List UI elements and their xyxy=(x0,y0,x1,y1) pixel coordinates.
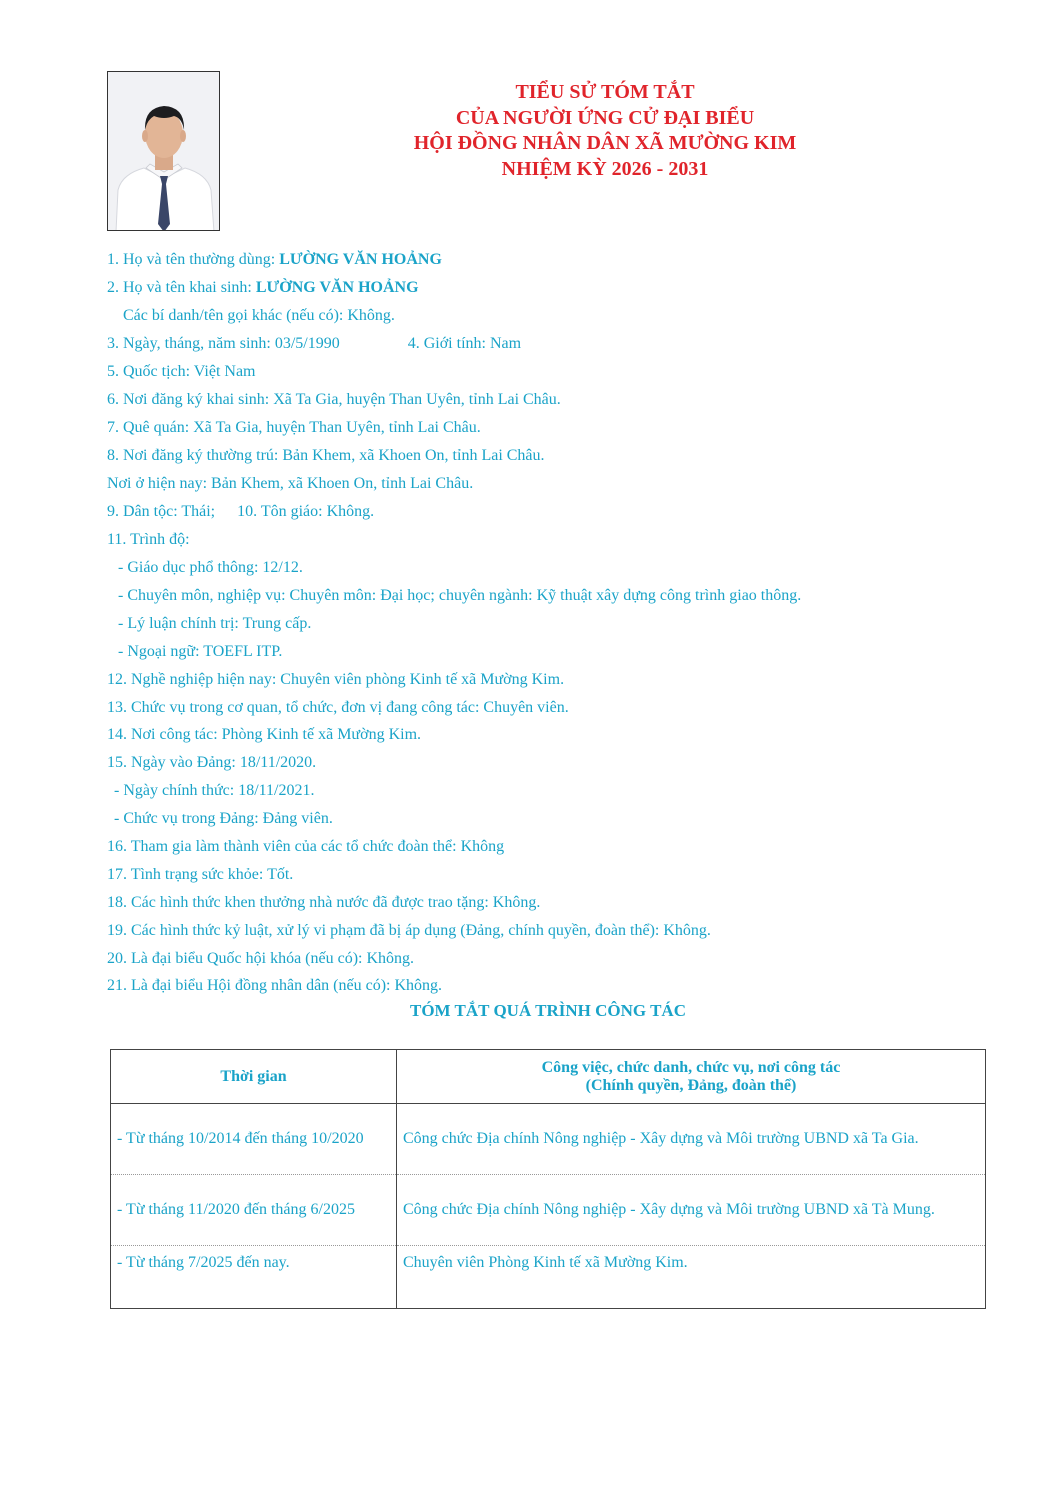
row-time: - Từ tháng 7/2025 đến nay. xyxy=(111,1246,397,1309)
field-party-official: - Ngày chính thức: 18/11/2021. xyxy=(114,782,315,799)
row-time: - Từ tháng 10/2014 đến tháng 10/2020 xyxy=(111,1104,397,1175)
table-row xyxy=(111,1246,986,1309)
field-peoples-council: 21. Là đại biểu Hội đồng nhân dân (nếu có): Không. xyxy=(107,977,443,994)
field-common-name xyxy=(107,251,442,269)
header-role-line-2: (Chính quyền, Đảng, đoàn thể) xyxy=(585,1076,797,1094)
row-role: Công chức Địa chính Nông nghiệp - Xây dựng và Môi trường UBND xã Ta Gia. xyxy=(397,1104,986,1175)
field-occupation: 12. Nghề nghiệp hiện nay: Chuyên viên phòng Kinh tế xã Mường Kim. xyxy=(107,671,565,688)
row-role: Chuyên viên Phòng Kinh tế xã Mường Kim. xyxy=(397,1246,986,1309)
field-birth-name-value: LƯỜNG VĂN HOẢNG xyxy=(255,279,419,296)
row-time: - Từ tháng 11/2020 đến tháng 6/2025 xyxy=(111,1175,397,1246)
field-awards: 18. Các hình thức khen thưởng nhà nước đã được trao tặng: Không. xyxy=(107,894,541,911)
field-position: 13. Chức vụ trong cơ quan, tổ chức, đơn vị đang công tác: Chuyên viên. xyxy=(107,699,569,716)
field-alias: Các bí danh/tên gọi khác (nếu có): Không. xyxy=(123,307,395,324)
field-gender: 4. Giới tính: Nam xyxy=(407,335,522,352)
field-political-theory: - Lý luận chính trị: Trung cấp. xyxy=(118,615,312,632)
field-permanent-residence: 8. Nơi đăng ký thường trú: Bản Khem, xã Khoen On, tỉnh Lai Châu. xyxy=(107,447,545,464)
field-hometown: 7. Quê quán: Xã Ta Gia, huyện Than Uyên, tỉnh Lai Châu. xyxy=(107,419,481,436)
table-header-row xyxy=(111,1050,986,1104)
field-birth-registration: 6. Nơi đăng ký khai sinh: Xã Ta Gia, huyện Than Uyên, tỉnh Lai Châu. xyxy=(107,391,561,408)
field-common-name-value: LƯỜNG VĂN HOẢNG xyxy=(279,251,442,268)
work-history-table xyxy=(110,1049,986,1309)
table-row xyxy=(111,1175,986,1246)
field-foreign-language: - Ngoại ngữ: TOEFL ITP. xyxy=(118,643,283,660)
field-workplace: 14. Nơi công tác: Phòng Kinh tế xã Mường Kim. xyxy=(107,726,422,743)
field-current-residence: Nơi ở hiện nay: Bản Khem, xã Khoen On, tỉnh Lai Châu. xyxy=(107,475,474,492)
work-history-title: TÓM TẮT QUÁ TRÌNH CÔNG TÁC xyxy=(410,1001,686,1020)
candidate-photo xyxy=(107,71,220,231)
portrait-image xyxy=(108,72,220,231)
field-general-education: - Giáo dục phổ thông: 12/12. xyxy=(118,559,303,576)
field-organizations: 16. Tham gia làm thành viên của các tổ chức đoàn thể: Không xyxy=(107,838,505,855)
title-line-2: CỦA NGƯỜI ỨNG CỬ ĐẠI BIỂU xyxy=(455,106,755,129)
field-common-name-label: 1. Họ và tên thường dùng: xyxy=(107,251,280,268)
document-title xyxy=(340,80,870,182)
field-education-heading: 11. Trình độ: xyxy=(107,531,190,548)
header-role-line-1: Công việc, chức danh, chức vụ, nơi công tác xyxy=(541,1058,841,1076)
title-line-4: NHIỆM KỲ 2026 - 2031 xyxy=(501,157,709,180)
field-birth-name xyxy=(107,279,419,297)
field-ethnicity: 9. Dân tộc: Thái; xyxy=(107,503,216,520)
field-professional: - Chuyên môn, nghiệp vụ: Chuyên môn: Đại học; chuyên ngành: Kỹ thuật xây dựng công trình giao thông. xyxy=(118,587,802,604)
field-birth-name-label: 2. Họ và tên khai sinh: xyxy=(107,279,256,296)
field-national-assembly: 20. Là đại biểu Quốc hội khóa (nếu có): Không. xyxy=(107,950,415,967)
field-health: 17. Tình trạng sức khỏe: Tốt. xyxy=(107,866,294,883)
field-ethnicity-religion xyxy=(107,503,374,521)
field-dob: 3. Ngày, tháng, năm sinh: 03/5/1990 xyxy=(107,335,340,352)
title-line-3: HỘI ĐỒNG NHÂN DÂN XÃ MƯỜNG KIM xyxy=(413,132,797,154)
field-party-join: 15. Ngày vào Đảng: 18/11/2020. xyxy=(107,754,317,771)
header-time: Thời gian xyxy=(111,1050,397,1104)
table-row xyxy=(111,1104,986,1175)
header-role xyxy=(397,1050,986,1104)
title-line-1: TIỂU SỬ TÓM TẮT xyxy=(515,81,695,103)
row-role: Công chức Địa chính Nông nghiệp - Xây dựng và Môi trường UBND xã Tà Mung. xyxy=(397,1175,986,1246)
field-religion: 10. Tôn giáo: Không. xyxy=(237,503,375,520)
field-discipline: 19. Các hình thức kỷ luật, xử lý vi phạm đã bị áp dụng (Đảng, chính quyền, đoàn thể): Không. xyxy=(107,922,711,939)
field-nationality: 5. Quốc tịch: Việt Nam xyxy=(107,363,256,380)
field-party-position: - Chức vụ trong Đảng: Đảng viên. xyxy=(114,810,333,827)
field-dob-gender xyxy=(107,335,521,353)
